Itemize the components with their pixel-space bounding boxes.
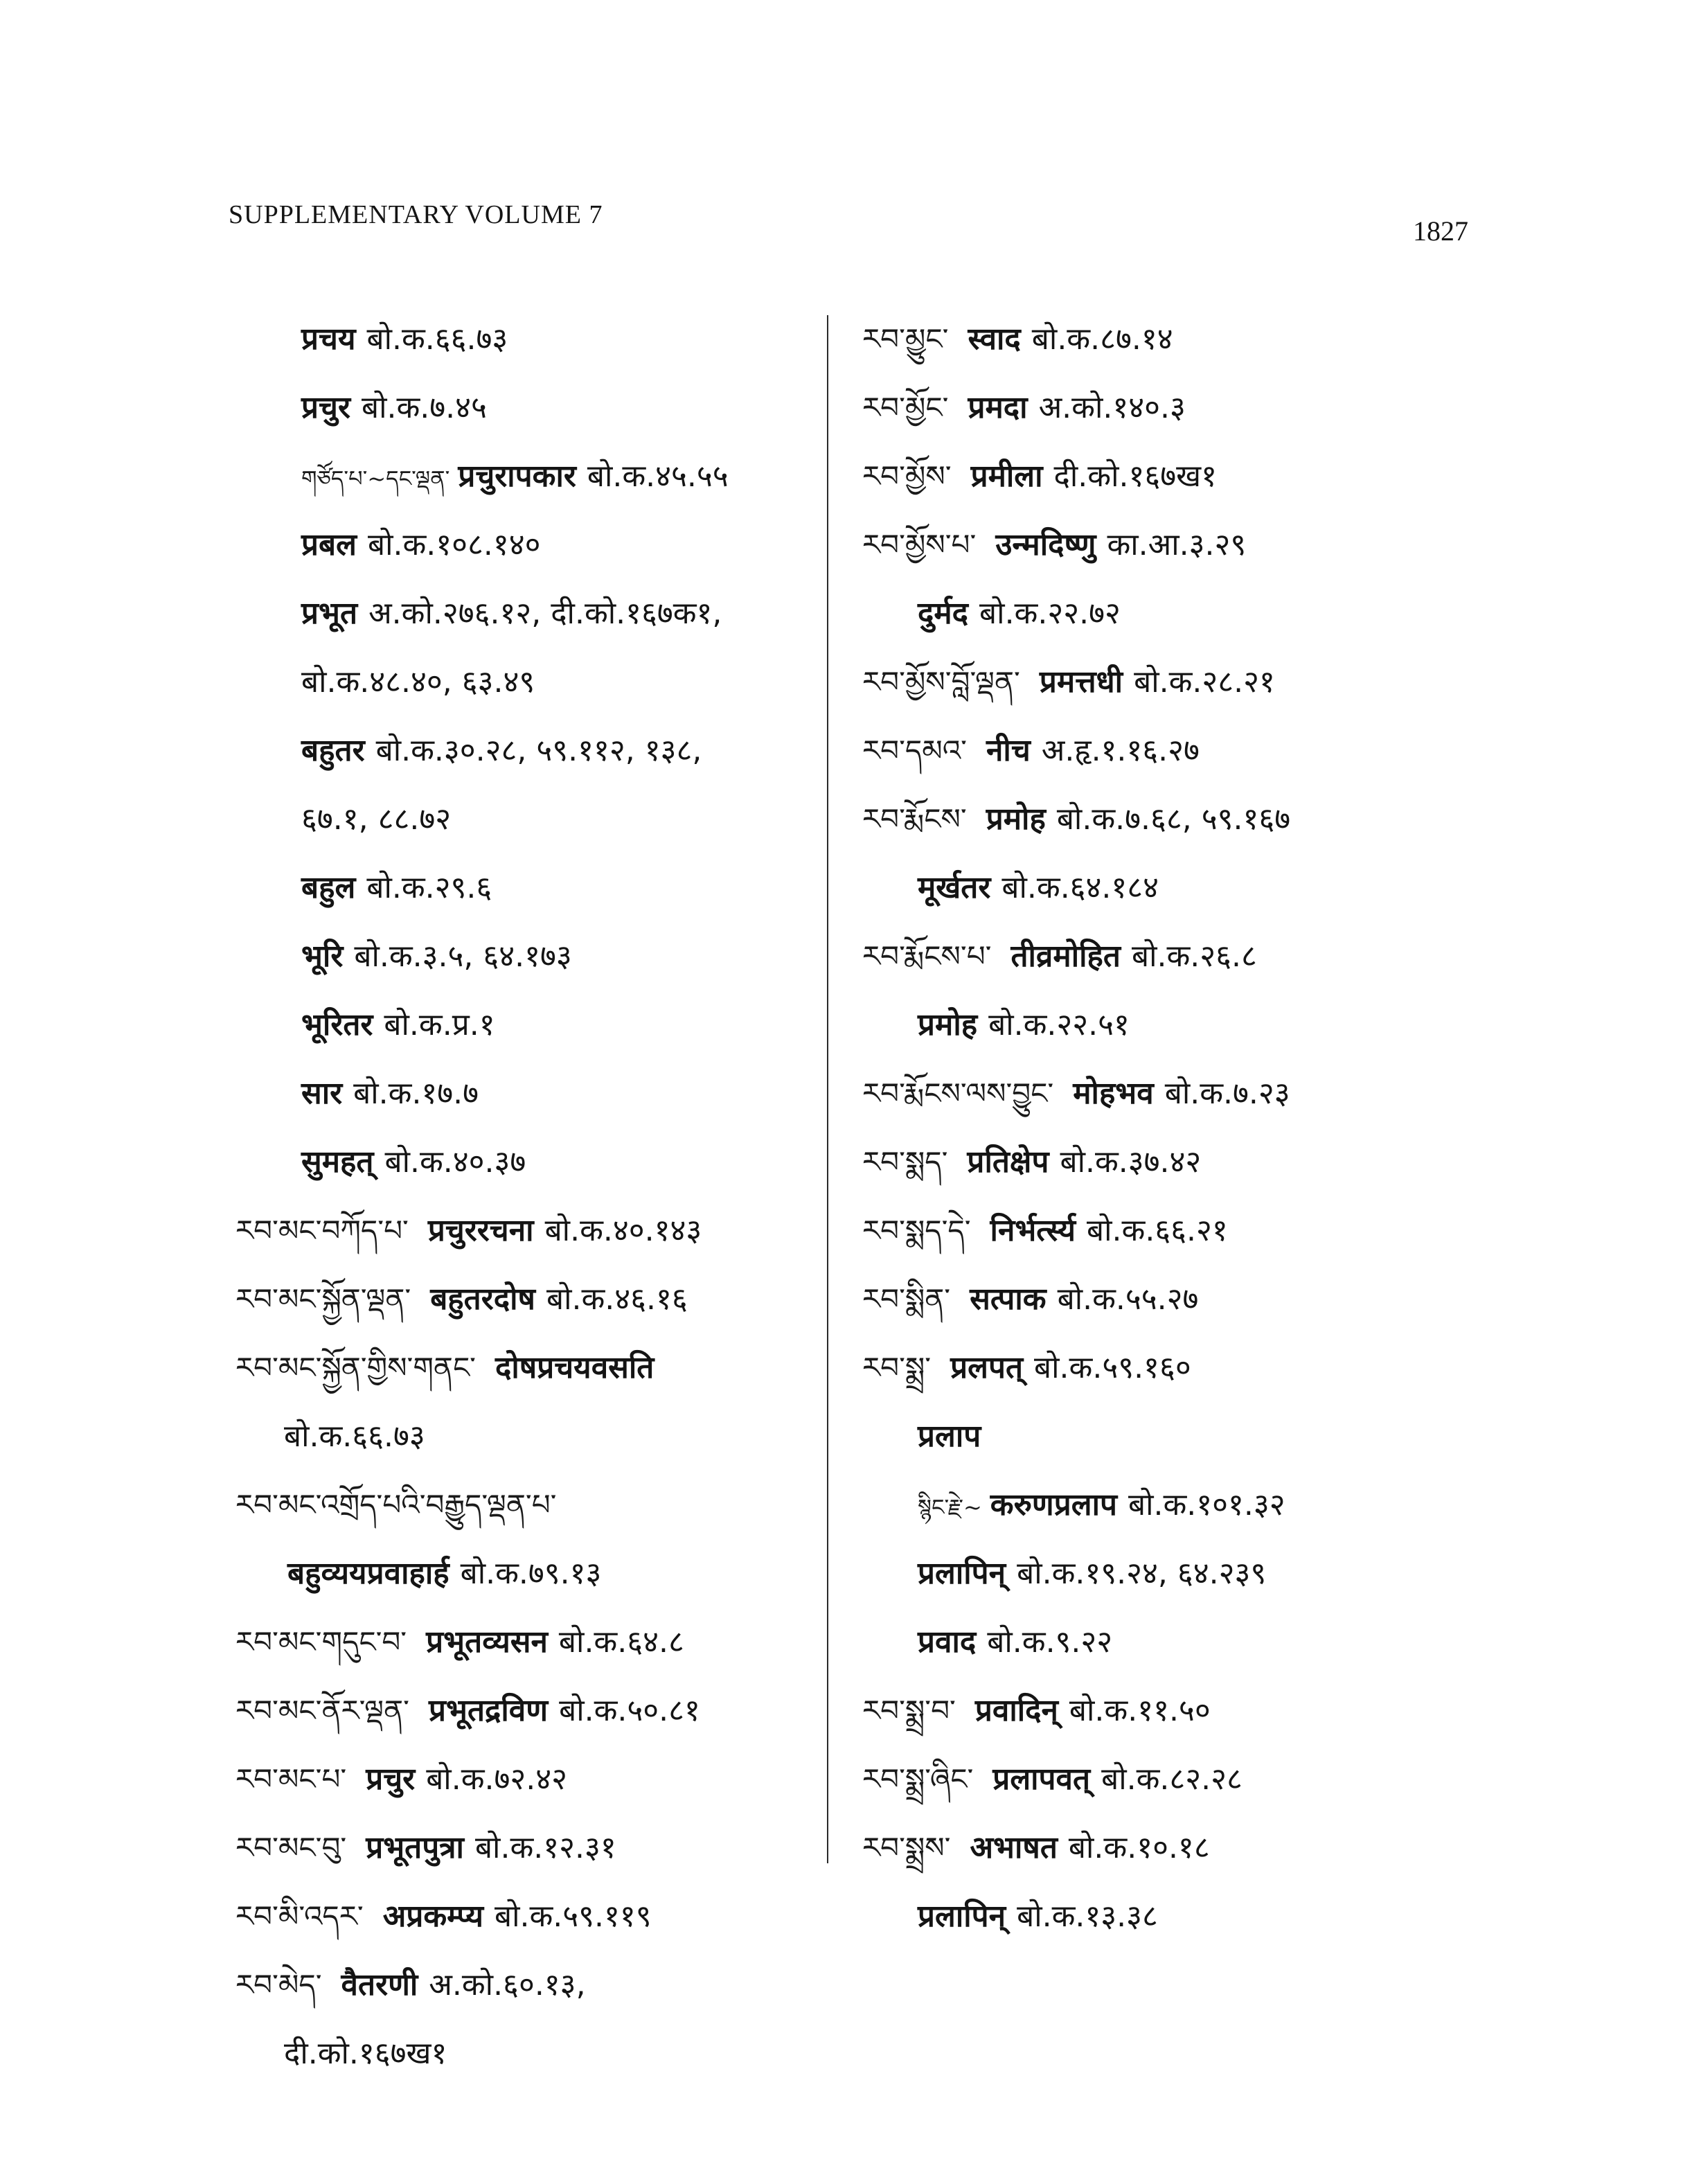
left-column [235, 305, 817, 2088]
tibetan-headword: རབ་མང་སྐྱོན་ལྡན་ [235, 1282, 411, 1316]
sanskrit-equivalent: प्रभूतव्यसन [426, 1624, 548, 1660]
source-reference: ६७.१, ८८.७२ [301, 801, 452, 837]
sanskrit-equivalent: प्रचुर [366, 1761, 416, 1797]
source-reference: बो.क.प्र.१ [384, 1007, 495, 1042]
source-reference: बो.क.४८.४०, ६३.४९ [301, 664, 535, 700]
sanskrit-equivalent: अप्रकम्प्य [382, 1899, 483, 1934]
sanskrit-equivalent: प्रलापिन् [918, 1899, 1006, 1934]
dictionary-entry [862, 1402, 1645, 1471]
dictionary-entry [862, 853, 1645, 922]
tibetan-headword: རབ་མྱུང་ [862, 322, 949, 356]
sanskrit-equivalent: सुमहत् [301, 1144, 374, 1180]
source-reference: बो.क.८७.१४ [1031, 321, 1173, 357]
dictionary-entry [862, 991, 1645, 1059]
sanskrit-equivalent: प्रभूतपुत्रा [366, 1830, 464, 1865]
dictionary-entry [235, 853, 817, 922]
dictionary-entry [862, 648, 1645, 716]
sanskrit-equivalent: प्रभूत [301, 596, 358, 631]
dictionary-entry [235, 2019, 817, 2088]
sanskrit-equivalent: प्रमदा [968, 390, 1028, 425]
dictionary-entry [862, 1128, 1645, 1196]
source-reference: अ.को.६०.१३, [429, 1967, 586, 2003]
tibetan-headword: རབ་རྨོངས་ལས་བྱུང་ [862, 1076, 1054, 1110]
dictionary-entry [235, 305, 817, 373]
dictionary-entry [862, 1265, 1645, 1333]
dictionary-entry [235, 1882, 817, 1951]
dictionary-entry [862, 305, 1645, 373]
tibetan-headword: རབ་མེད་ [235, 1968, 322, 2002]
source-reference: बो.क.४०.१४३ [544, 1213, 702, 1248]
dictionary-entry [862, 1745, 1645, 1813]
source-reference: बो.क.४०.३७ [384, 1144, 526, 1180]
source-reference: बो.क.६४.८ [558, 1624, 684, 1660]
sanskrit-equivalent: प्रवादिन् [974, 1693, 1058, 1728]
tibetan-headword: རབ་མང་བཀོད་པ་ [235, 1214, 409, 1248]
sanskrit-equivalent: भूरि [301, 939, 344, 974]
source-reference: बो.क.१३.३८ [1017, 1899, 1158, 1934]
dictionary-entry [235, 511, 817, 579]
dictionary-entry [235, 1608, 817, 1676]
source-reference: बो.क.२२.५१ [988, 1007, 1130, 1042]
dictionary-entry [862, 1676, 1645, 1745]
source-reference: बो.क.८२.२८ [1101, 1761, 1243, 1797]
dictionary-entry [235, 1813, 817, 1882]
running-head: SUPPLEMENTARY VOLUME 7 [229, 200, 603, 229]
dictionary-entry [862, 1196, 1645, 1265]
sanskrit-equivalent: प्रलापवत् [992, 1761, 1091, 1797]
sanskrit-equivalent: प्रवाद [918, 1624, 977, 1660]
source-reference: बो.क.७.६८, ५९.१६७ [1056, 801, 1291, 837]
dictionary-entry [862, 1608, 1645, 1676]
dictionary-entry [235, 579, 817, 648]
source-reference: बो.क.६६.७३ [284, 1419, 425, 1454]
source-reference: बो.क.३०.२८, ५९.११२, १३८, [375, 733, 702, 768]
source-reference: अ.हृ.१.१६.२७ [1041, 733, 1200, 768]
dictionary-entry [862, 579, 1645, 648]
sanskrit-equivalent: सत्पाक [970, 1281, 1047, 1317]
dictionary-entry [862, 922, 1645, 991]
source-reference: बो.क.५५.२७ [1057, 1281, 1199, 1317]
tibetan-headword: རབ་མང་སྐྱོན་གྱིས་གནང་ [235, 1351, 477, 1385]
dictionary-entry [862, 1333, 1645, 1402]
source-reference: बो.क.६६.२१ [1087, 1213, 1228, 1248]
sanskrit-equivalent: निर्भर्त्स्य [990, 1213, 1076, 1248]
source-reference: बो.क.१०८.१४० [368, 527, 541, 562]
dictionary-entry [235, 1539, 817, 1608]
source-reference: बो.क.२८.२१ [1134, 664, 1275, 700]
tibetan-headword: རབ་མང་ནོར་ལྡན་ [235, 1694, 409, 1728]
tibetan-headword: རབ་སྨྲས་ [862, 1831, 951, 1865]
tibetan-headword: རབ་རྨོངས་ [862, 802, 967, 836]
sanskrit-equivalent: प्रचय [301, 321, 356, 357]
dictionary-entry [235, 1128, 817, 1196]
column-divider [827, 315, 828, 1863]
tibetan-headword: རབ་མི་འདར་ [235, 1899, 364, 1933]
sanskrit-equivalent: तीव्रमोहित [1010, 939, 1121, 974]
tibetan-headword: རབ་མང་འགྲོད་པའི་བརྒྱུད་ལྡན་པ་ [235, 1488, 557, 1522]
sanskrit-equivalent: बहुल [301, 870, 356, 905]
sanskrit-equivalent: प्रचुरापकार [458, 459, 576, 494]
source-reference: बो.क.२९.६ [366, 870, 492, 905]
dictionary-entry [862, 1882, 1645, 1951]
tibetan-headword: རབ་སྨད་ [862, 1145, 948, 1179]
page-number: 1827 [1413, 215, 1468, 247]
sanskrit-equivalent: स्वाद [968, 321, 1021, 357]
sanskrit-equivalent: प्रलपत् [950, 1350, 1024, 1385]
tibetan-headword: རབ་སྨྲ་བ་ [862, 1694, 956, 1728]
dictionary-entry [235, 1676, 817, 1745]
right-column [862, 305, 1645, 1951]
source-reference: बो.क.४६.१६ [546, 1281, 688, 1317]
sanskrit-equivalent: वैतरणी [341, 1967, 418, 2003]
source-reference: दी.को.१६७ख१ [1053, 459, 1217, 494]
dictionary-entry [235, 922, 817, 991]
dictionary-entry [235, 1402, 817, 1471]
sanskrit-equivalent: प्रमोह [986, 801, 1046, 837]
sanskrit-equivalent: करुणप्रलाप [990, 1487, 1117, 1522]
source-reference: अ.को.२७६.१२, दी.को.१६७क१, [368, 596, 722, 631]
source-reference: बो.क.५९.११९ [494, 1899, 652, 1934]
tibetan-headword: རབ་མང་གདུང་བ་ [235, 1625, 407, 1659]
source-reference: बो.क.१७.७ [353, 1076, 479, 1111]
dictionary-entry [235, 716, 817, 785]
sanskrit-equivalent: दोषप्रचयवसति [495, 1350, 654, 1385]
sanskrit-equivalent: प्रबल [301, 527, 357, 562]
dictionary-entry [862, 373, 1645, 442]
dictionary-entry [862, 1471, 1645, 1539]
tibetan-headword: རབ་མྱོས་ [862, 459, 952, 493]
dictionary-entry [235, 1745, 817, 1813]
dictionary-entry [235, 1471, 817, 1539]
dictionary-entry [235, 1265, 817, 1333]
source-reference: बो.क.६४.१८४ [1001, 870, 1159, 905]
sanskrit-equivalent: बहुव्ययप्रवाहार्ह [287, 1556, 449, 1591]
source-reference: बो.क.७२.४२ [426, 1761, 567, 1797]
source-reference: बो.क.१०१.३२ [1128, 1487, 1285, 1522]
source-reference: बो.क.३७.४२ [1060, 1144, 1202, 1180]
source-reference: बो.क.१२.३१ [474, 1830, 616, 1865]
source-reference: बो.क.१०.१८ [1068, 1830, 1210, 1865]
sanskrit-equivalent: अभाषत [970, 1830, 1058, 1865]
source-reference: बो.क.७.२३ [1164, 1076, 1290, 1111]
dictionary-entry [235, 785, 817, 853]
tibetan-headword: གཙོད་པ་~དང་ལྡན་ [301, 465, 450, 492]
dictionary-entry [862, 511, 1645, 579]
sanskrit-equivalent: उन्मदिष्णु [995, 527, 1096, 562]
tibetan-headword: རབ་སྨད་དེ་ [862, 1214, 971, 1248]
source-reference: बो.क.११.५० [1069, 1693, 1211, 1728]
tibetan-headword: རབ་སྨྲ་ཞིང་ [862, 1762, 974, 1796]
tibetan-headword: རབ་སྨྲ་ [862, 1351, 932, 1385]
sanskrit-equivalent: बहुतरदोष [430, 1281, 535, 1317]
source-reference: बो.क.५०.८१ [559, 1693, 700, 1728]
source-reference: दी.को.१६७ख१ [284, 2036, 447, 2071]
dictionary-entry [862, 1813, 1645, 1882]
sanskrit-equivalent: दुर्मद [918, 596, 969, 631]
sanskrit-equivalent: नीच [986, 733, 1031, 768]
source-reference: बो.क.२६.८ [1131, 939, 1257, 974]
dictionary-entry [235, 991, 817, 1059]
dictionary-entry [862, 442, 1645, 511]
dictionary-entry [235, 373, 817, 442]
tibetan-headword: རབ་མྱོས་པ་ [862, 528, 977, 562]
source-reference: बो.क.६६.७३ [366, 321, 508, 357]
source-reference: बो.क.२२.७२ [979, 596, 1121, 631]
source-reference: बो.क.४५.५५ [587, 459, 729, 494]
sanskrit-equivalent: प्रमोह [918, 1007, 978, 1042]
source-reference: बो.क.९.२२ [987, 1624, 1113, 1660]
sanskrit-equivalent: प्रचुररचना [427, 1213, 534, 1248]
dictionary-entry [862, 1059, 1645, 1128]
tibetan-headword: རབ་རྨོངས་པ་ [862, 939, 992, 973]
dictionary-entry [862, 716, 1645, 785]
tibetan-headword: རབ་དམའ་ [862, 734, 967, 767]
source-reference: बो.क.७९.१३ [460, 1556, 602, 1591]
sanskrit-equivalent: प्रमीला [970, 459, 1043, 494]
tibetan-headword: རབ་མྱོས་བློ་ལྡན་ [862, 665, 1020, 699]
dictionary-entry [235, 1059, 817, 1128]
sanskrit-equivalent: सार [301, 1076, 343, 1111]
tibetan-headword: རབ་མང་བུ་ [235, 1831, 347, 1865]
sanskrit-equivalent: प्रमत्तधी [1039, 664, 1123, 700]
sanskrit-equivalent: प्रतिक्षेप [967, 1144, 1049, 1180]
dictionary-entry [862, 785, 1645, 853]
tibetan-headword: སྙིང་རྗེ་~ [918, 1494, 982, 1520]
sanskrit-equivalent: प्रचुर [301, 390, 350, 425]
source-reference: बो.क.७.४५ [361, 390, 487, 425]
sanskrit-equivalent: भूरितर [301, 1007, 373, 1042]
dictionary-entry [235, 442, 817, 511]
source-reference: बो.क.३.५, ६४.१७३ [354, 939, 572, 974]
tibetan-headword: རབ་སྨིན་ [862, 1282, 951, 1316]
source-reference: का.आ.३.२९ [1107, 527, 1247, 562]
dictionary-entry [862, 1539, 1645, 1608]
sanskrit-equivalent: मोहभव [1073, 1076, 1154, 1111]
source-reference: अ.को.१४०.३ [1038, 390, 1186, 425]
sanskrit-equivalent: प्रभूतद्रविण [429, 1693, 549, 1728]
tibetan-headword: རབ་མྱོང་ [862, 391, 949, 425]
sanskrit-equivalent: प्रलापिन् [918, 1556, 1006, 1591]
sanskrit-equivalent: प्रलाप [918, 1419, 981, 1454]
sanskrit-equivalent: मूर्खतर [918, 870, 991, 905]
dictionary-entry [235, 1951, 817, 2019]
source-reference: बो.क.५९.१६० [1034, 1350, 1191, 1385]
source-reference: बो.क.१९.२४, ६४.२३९ [1017, 1556, 1267, 1591]
sanskrit-equivalent: बहुतर [301, 733, 365, 768]
tibetan-headword: རབ་མང་པ་ [235, 1762, 347, 1796]
dictionary-entry [235, 1333, 817, 1402]
dictionary-entry [235, 1196, 817, 1265]
dictionary-entry [235, 648, 817, 716]
